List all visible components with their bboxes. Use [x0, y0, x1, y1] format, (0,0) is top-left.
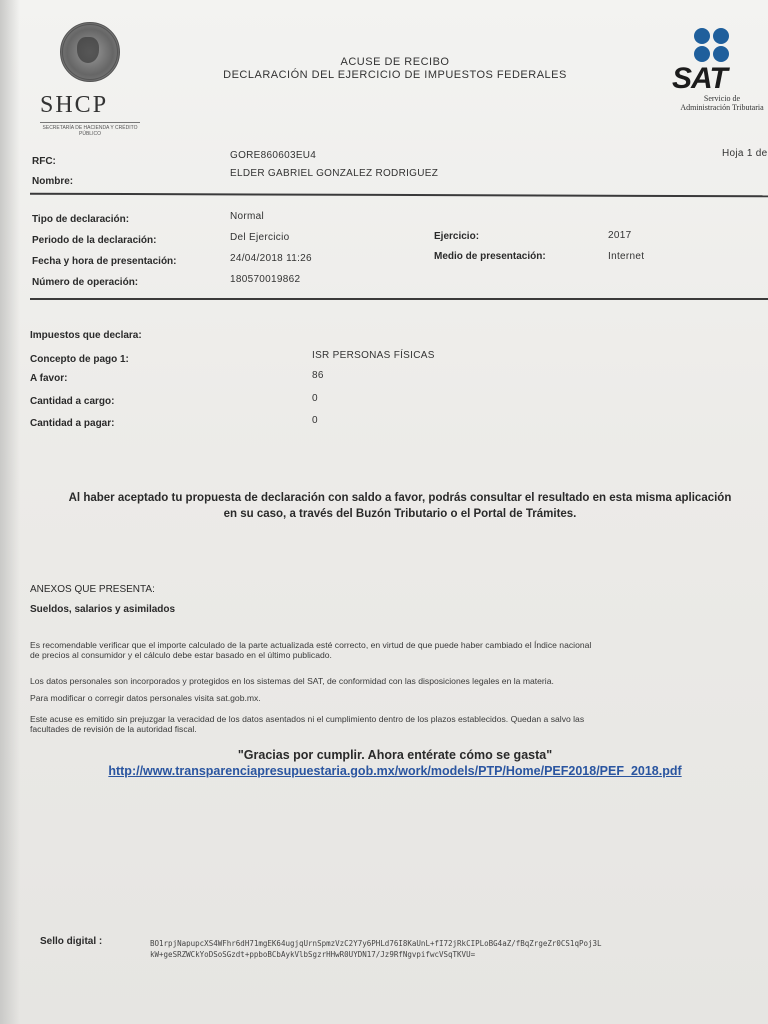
sello-label: Sello digital :	[40, 936, 103, 947]
gracias-message: "Gracias por cumplir. Ahora entérate cómo se gasta"	[237, 748, 553, 762]
note-datos-personales: Los datos personales son incorporados y protegidos en los sistemas del SAT, de conformidad con las disposiciones legales en la materia.	[30, 676, 554, 686]
favor-value: 86	[312, 370, 324, 381]
anexo-item: Sueldos, salarios y asimilados	[30, 604, 176, 615]
page-number: Hoja 1 de	[722, 148, 768, 159]
sat-logo-dots-icon	[692, 28, 732, 64]
note-recomendable: Es recomendable verificar que el importe calculado de la parte actualizada esté correcto, en virtud de que puede haber cambiado el Índice nacional de precios al consumidor y el cálculo debe estar basado en el último publicado.	[30, 640, 592, 660]
fecha-label: Fecha y hora de presentación:	[32, 256, 177, 267]
ejercicio-label: Ejercicio:	[434, 231, 480, 242]
tipo-value: Normal	[230, 211, 265, 222]
fecha-value: 24/04/2018 11:26	[230, 253, 312, 264]
cargo-label: Cantidad a cargo:	[30, 396, 115, 407]
divider	[30, 298, 768, 300]
pagar-label: Cantidad a pagar:	[30, 418, 115, 429]
nombre-label: Nombre:	[32, 176, 74, 187]
rfc-value: GORE860603EU4	[230, 150, 317, 161]
favor-label: A favor:	[30, 373, 68, 384]
sat-logo: SAT	[672, 62, 727, 95]
impuestos-section-label: Impuestos que declara:	[30, 330, 142, 341]
document-title-line2: DECLARACIÓN DEL EJERCICIO DE IMPUESTOS FEDERALES	[223, 69, 567, 81]
document-title-line1: ACUSE DE RECIBO	[340, 56, 450, 68]
shcp-logo: SHCP	[40, 92, 109, 118]
note-acuse: Este acuse es emitido sin prejuzgar la veracidad de los datos asentados ni el cumplimiento dentro de los plazos establecidos. Quedan a salvo las facultades de revisión de la autoridad fiscal.	[30, 714, 585, 734]
operacion-label: Número de operación:	[32, 277, 139, 288]
medio-label: Medio de presentación:	[434, 251, 546, 262]
nombre-value: ELDER GABRIEL GONZALEZ RODRIGUEZ	[230, 168, 439, 179]
ejercicio-value: 2017	[608, 230, 632, 241]
divider	[30, 193, 768, 198]
medio-value: Internet	[608, 251, 645, 262]
cargo-value: 0	[312, 393, 318, 404]
periodo-label: Periodo de la declaración:	[32, 235, 157, 246]
anexos-title: ANEXOS QUE PRESENTA:	[30, 584, 155, 595]
saldo-favor-notice: Al haber aceptado tu propuesta de declaración con saldo a favor, podrás consultar el resultado en esta misma aplicación en su caso, a través del Buzón Tributario o el Portal de Trámites.	[68, 492, 732, 520]
operacion-value: 180570019862	[230, 274, 301, 285]
concepto-label: Concepto de pago 1:	[30, 354, 129, 365]
sat-subtext: Servicio de Administración Tributaria	[680, 94, 764, 112]
transparencia-link[interactable]: http://www.transparenciapresupuestaria.gob.mx/work/models/PTP/Home/PEF2018/PEF_2018.pdf	[108, 764, 682, 778]
rfc-label: RFC:	[32, 156, 56, 167]
tipo-label: Tipo de declaración:	[32, 214, 130, 225]
periodo-value: Del Ejercicio	[230, 232, 290, 243]
sello-digital-value: BO1rpjNapupcXS4WFhr6dH71mgEK64ugjqUrnSpmzVzC2Y7y6PHLd76I8KaUnL+fI72jRkCIPLoBG4aZ/fBqZrgeZr0CS1qPoj3L kW+geSRZWCkYoDSoSGzdt+ppboBCbAykVlbSgzrHHwR0UYDN17/Jz9RfNgvpifwcVSqTKVU=	[150, 939, 602, 959]
shcp-subtext: SECRETARÍA DE HACIENDA Y CRÉDITO PÚBLICO	[40, 122, 140, 137]
concepto-value: ISR PERSONAS FÍSICAS	[312, 350, 435, 361]
pagar-value: 0	[312, 415, 318, 426]
note-modificar: Para modificar o corregir datos personales visita sat.gob.mx.	[30, 693, 261, 703]
